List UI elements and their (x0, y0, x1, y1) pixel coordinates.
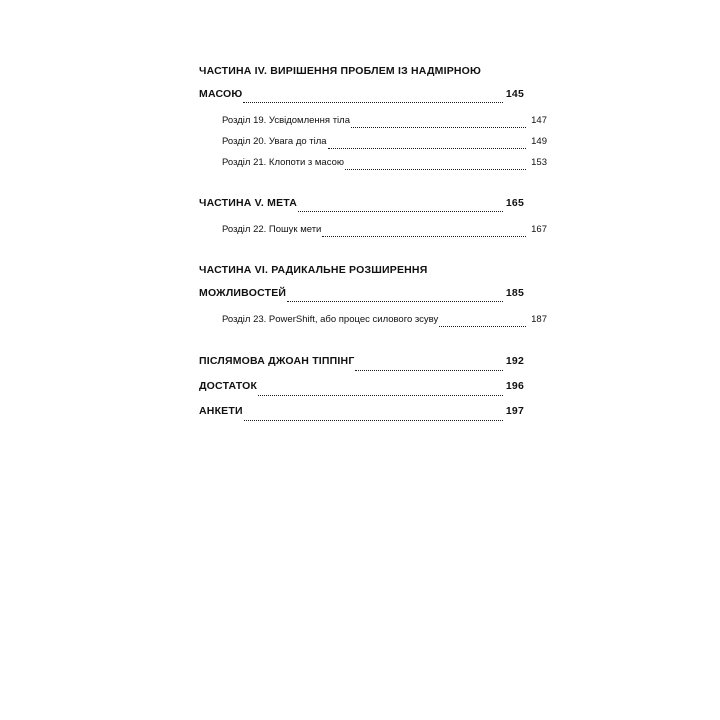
toc-back-matter-title: ДОСТАТОК (199, 380, 258, 392)
toc-chapter-row (199, 110, 547, 131)
table-of-contents (199, 60, 547, 424)
toc-back-matter-row (199, 399, 524, 424)
spacer (199, 246, 524, 259)
dot-leader (298, 210, 503, 212)
toc-chapter-title: Розділ 20. Увага до тіла (222, 136, 327, 147)
toc-part-title: МАСОЮ (199, 88, 243, 100)
toc-page-number: 165 (505, 197, 524, 209)
dot-leader (244, 419, 503, 421)
toc-part-heading-line (199, 259, 524, 282)
toc-part-heading-line (199, 60, 524, 83)
toc-part-title: ЧАСТИНА VI. РАДИКАЛЬНЕ РОЗШИРЕННЯ (199, 264, 428, 276)
toc-part-heading-line (199, 192, 524, 215)
dot-leader (355, 369, 503, 371)
toc-back-matter-title: ПІСЛЯМОВА ДЖОАН ТІППІНГ (199, 355, 355, 367)
toc-part-group (199, 192, 547, 240)
toc-chapter-row (199, 219, 547, 240)
dot-leader (345, 168, 526, 170)
toc-part-group (199, 259, 547, 330)
dot-leader (243, 101, 503, 103)
dot-leader (351, 126, 526, 128)
dot-leader (328, 147, 526, 149)
toc-part-heading-line (199, 282, 524, 305)
toc-chapter-title: Розділ 21. Клопоти з масою (222, 157, 344, 168)
toc-page-number: 149 (531, 136, 547, 147)
toc-back-matter-title: АНКЕТИ (199, 405, 243, 417)
toc-chapter-row (199, 131, 547, 152)
toc-part-heading-line (199, 83, 524, 106)
dot-leader (258, 394, 503, 396)
toc-chapter-title: Розділ 22. Пошук мети (222, 224, 322, 235)
toc-part-title: МОЖЛИВОСТЕЙ (199, 287, 287, 299)
toc-part-title: ЧАСТИНА IV. ВИРІШЕННЯ ПРОБЛЕМ ІЗ НАДМІРНОЮ (199, 65, 482, 77)
dot-leader (287, 300, 503, 302)
toc-page-number: 192 (505, 355, 524, 367)
toc-back-matter-row (199, 374, 524, 399)
toc-part-title: ЧАСТИНА V. МЕТА (199, 197, 298, 209)
toc-page-number: 185 (505, 287, 524, 299)
toc-part-group (199, 60, 547, 173)
toc-page-number: 147 (531, 115, 547, 126)
spacer (199, 179, 524, 192)
dot-leader (439, 325, 526, 327)
toc-chapter-title: Розділ 19. Усвідомлення тіла (222, 115, 350, 126)
toc-chapter-row (199, 309, 547, 330)
toc-back-matter-row (199, 349, 524, 374)
dot-leader (322, 235, 526, 237)
toc-page-number: 196 (505, 380, 524, 392)
toc-page-number: 197 (505, 405, 524, 417)
toc-page-number: 145 (505, 88, 524, 100)
toc-chapter-row (199, 152, 547, 173)
toc-chapter-title: Розділ 23. PowerShift, або процес силового зсуву (222, 314, 439, 325)
toc-page-number: 167 (531, 224, 547, 235)
toc-page-number: 153 (531, 157, 547, 168)
spacer (199, 336, 524, 349)
toc-page-number: 187 (531, 314, 547, 325)
